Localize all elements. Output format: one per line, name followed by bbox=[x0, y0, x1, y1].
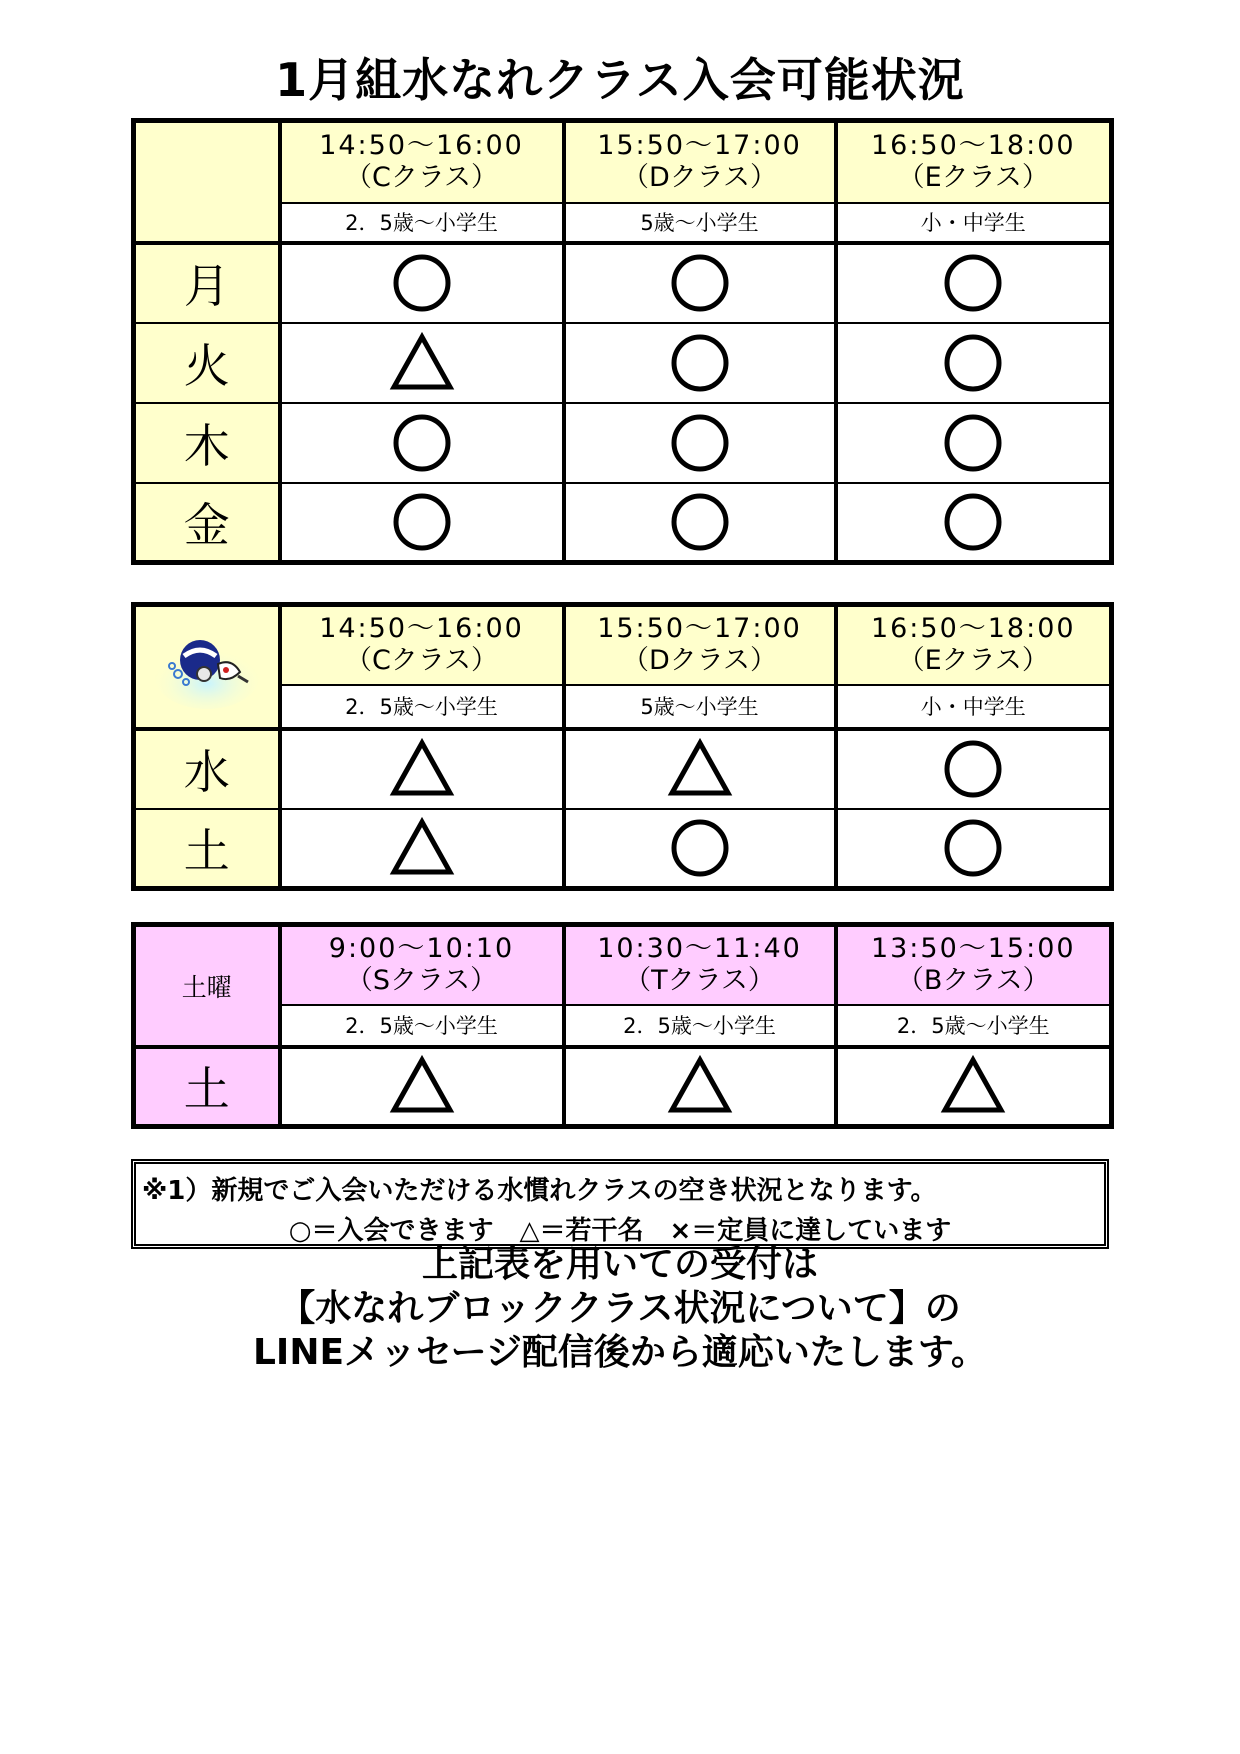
available-circle-icon bbox=[667, 330, 733, 396]
available-circle-icon bbox=[940, 410, 1006, 476]
availability-row bbox=[134, 809, 1112, 889]
available-circle-icon bbox=[940, 330, 1006, 396]
footer-line-2: 【水なれブロッククラス状況について】の bbox=[279, 1288, 961, 1329]
day-label: 水 bbox=[134, 729, 280, 809]
limited-triangle-icon bbox=[389, 330, 455, 396]
age-cell: 5歳～小学生 bbox=[564, 685, 836, 729]
availability-row bbox=[134, 243, 1112, 323]
note-legend: ○＝入会できます △＝若干名 ×＝定員に達しています bbox=[288, 1216, 952, 1246]
available-circle-icon bbox=[389, 489, 455, 555]
availability-cell bbox=[280, 729, 564, 809]
header-cell: 9:00～10:10 （Sクラス） bbox=[280, 925, 564, 1005]
header-cell: 16:50～18:00 （Eクラス） bbox=[836, 605, 1112, 685]
limited-triangle-icon bbox=[389, 1053, 455, 1119]
availability-row bbox=[134, 483, 1112, 563]
age-cell: 2．5歳～小学生 bbox=[280, 685, 564, 729]
day-label: 月 bbox=[134, 243, 280, 323]
availability-cell bbox=[564, 243, 836, 323]
limited-triangle-icon bbox=[940, 1053, 1006, 1119]
corner-cell bbox=[134, 121, 280, 243]
available-circle-icon bbox=[940, 736, 1006, 802]
note-box bbox=[131, 1159, 1109, 1249]
header-cell: 15:50～17:00 （Dクラス） bbox=[564, 605, 836, 685]
availability-cell bbox=[564, 483, 836, 563]
availability-cell bbox=[564, 729, 836, 809]
footer-line-3: LINEメッセージ配信後から適応いたします。 bbox=[252, 1332, 987, 1373]
availability-cell bbox=[280, 483, 564, 563]
day-label: 金 bbox=[134, 483, 280, 563]
header-cell: 14:50～16:00 （Cクラス） bbox=[280, 605, 564, 685]
header-cell: 10:30～11:40 （Tクラス） bbox=[564, 925, 836, 1005]
availability-cell bbox=[836, 1047, 1112, 1127]
age-cell: 2．5歳～小学生 bbox=[836, 1005, 1112, 1047]
availability-row bbox=[134, 403, 1112, 483]
age-cell: 小・中学生 bbox=[836, 685, 1112, 729]
age-cell: 5歳～小学生 bbox=[564, 203, 836, 243]
schedule-table-weekday bbox=[131, 118, 1114, 565]
available-circle-icon bbox=[667, 489, 733, 555]
swimmer-cell bbox=[134, 605, 280, 729]
available-circle-icon bbox=[940, 250, 1006, 316]
schedule-table-wed-sat bbox=[131, 602, 1114, 891]
availability-row bbox=[134, 323, 1112, 403]
limited-triangle-icon bbox=[389, 736, 455, 802]
day-label: 土 bbox=[134, 809, 280, 889]
header-cell: 14:50～16:00 （Cクラス） bbox=[280, 121, 564, 203]
available-circle-icon bbox=[940, 489, 1006, 555]
availability-row bbox=[134, 1047, 1112, 1127]
availability-cell bbox=[280, 403, 564, 483]
available-circle-icon bbox=[667, 815, 733, 881]
availability-cell bbox=[836, 483, 1112, 563]
availability-cell bbox=[280, 243, 564, 323]
footer-line-1: 上記表を用いての受付は bbox=[421, 1244, 818, 1285]
day-label: 土 bbox=[134, 1047, 280, 1127]
header-cell: 16:50～18:00 （Eクラス） bbox=[836, 121, 1112, 203]
page-title: 1月組水なれクラス入会可能状況 bbox=[275, 53, 965, 107]
note-line-1: ※1）新規でご入会いただける水慣れクラスの空き状況となります。 bbox=[142, 1176, 937, 1206]
available-circle-icon bbox=[667, 410, 733, 476]
age-cell: 2．5歳～小学生 bbox=[564, 1005, 836, 1047]
availability-cell bbox=[564, 403, 836, 483]
availability-cell bbox=[836, 243, 1112, 323]
age-cell: 小・中学生 bbox=[836, 203, 1112, 243]
availability-cell bbox=[836, 323, 1112, 403]
availability-cell bbox=[280, 1047, 564, 1127]
availability-row bbox=[134, 729, 1112, 809]
available-circle-icon bbox=[667, 250, 733, 316]
age-cell: 2．5歳～小学生 bbox=[280, 1005, 564, 1047]
availability-cell bbox=[836, 809, 1112, 889]
limited-triangle-icon bbox=[667, 1053, 733, 1119]
age-cell: 2．5歳～小学生 bbox=[280, 203, 564, 243]
limited-triangle-icon bbox=[667, 736, 733, 802]
available-circle-icon bbox=[389, 410, 455, 476]
day-label: 木 bbox=[134, 403, 280, 483]
swimmer-icon bbox=[152, 622, 262, 712]
header-cell: 13:50～15:00 （Bクラス） bbox=[836, 925, 1112, 1005]
availability-cell bbox=[564, 809, 836, 889]
available-circle-icon bbox=[389, 250, 455, 316]
availability-cell bbox=[564, 323, 836, 403]
availability-cell bbox=[564, 1047, 836, 1127]
availability-cell bbox=[836, 403, 1112, 483]
saturday-label: 土曜 bbox=[134, 925, 280, 1047]
availability-cell bbox=[280, 809, 564, 889]
limited-triangle-icon bbox=[389, 815, 455, 881]
header-cell: 15:50～17:00 （Dクラス） bbox=[564, 121, 836, 203]
available-circle-icon bbox=[940, 815, 1006, 881]
day-label: 火 bbox=[134, 323, 280, 403]
availability-cell bbox=[280, 323, 564, 403]
availability-cell bbox=[836, 729, 1112, 809]
schedule-table-saturday bbox=[131, 922, 1114, 1129]
